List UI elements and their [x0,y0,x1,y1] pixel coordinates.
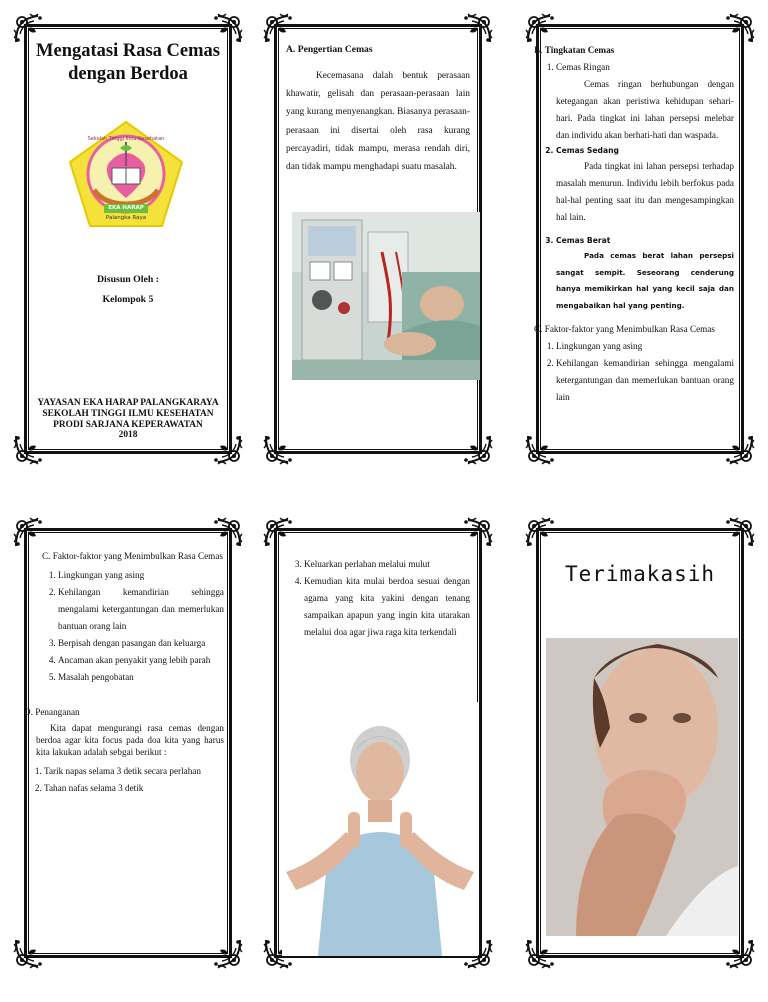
institution-line: YAYASAN EKA HARAP PALANGKARAYA [37,398,219,408]
logo-arc-text: Sekolah Tinggi Ilmu Kesehatan [87,136,165,142]
definition-paragraph: Kecemasana dalah bentuk perasaan khawatir, gelisah dan perasaan-perasaan lain yang kurang menyenangkan. Biasanya perasaan-perasaan ini disertai oleh rasa kurang percayadiri, tidak mampu, merasa rendah diri, dan tidak mampu menghadapi suatu masalah. [286,70,470,173]
list-item: 3. Berpisah dengan pasangan dan keluarga [58,635,224,652]
list-item: 4. Kemudian kita mulai berdoa sesuai dengan agama yang kita yakini dengan tenang sampaikan apapun yang ingin kita utarakan melalui doa agar jiwa raga kita terkendali [304,573,470,641]
ornament-corner-icon [722,12,756,46]
thanks-panel [526,518,754,968]
handling-heading: D. Penanganan [24,707,80,718]
steps-panel [264,518,492,968]
levels-panel [526,14,754,464]
factors-panel [14,518,242,968]
cover-panel [14,14,242,464]
ornament-corner-icon [722,936,756,970]
cover-title: Mengatasi Rasa Cemas dengan Berdoa [36,41,220,85]
section-heading-title: Tingkatan Cemas [544,45,615,55]
level-text: Pada cemas berat lahan persepsi sangat sempit. Seseorang cenderung hanya memikirkan hal yang kecil saja dan mengabaikan hal yang penting. [556,251,734,310]
hospital-photo [292,212,480,380]
ornament-corner-icon [524,516,558,550]
level-label: Cemas Ringan [556,62,610,73]
logo-ribbon-text: EKA HARAP [108,205,144,211]
anxious-person-photo [546,638,738,936]
ornament-corner-icon [722,516,756,550]
ornament-corner-icon [524,936,558,970]
institution-line: PRODI SARJANA KEPERAWATAN [53,419,203,430]
list-item: 1. Lingkungan yang asing [58,567,224,584]
definition-panel [264,14,492,464]
logo-city-text: Palangka Raya [105,215,147,221]
list-item: 2. Kehilangan kemandirian sehingga mengalami ketergantungan dan memerlukan bantuan orang lain [556,355,734,406]
list-item: 3. Keluarkan perlahan melalui mulut [304,556,470,573]
ornament-corner-icon [460,516,494,550]
list-item [556,234,734,314]
factors-heading: C. Faktor-faktor yang Menimbulkan Rasa Cemas [42,551,223,561]
ornament-corner-icon [12,516,46,550]
list-item: 2. Tahan nafas selama 3 detik [44,780,224,797]
institution-block [28,398,228,441]
section-heading: A. Pengertian Cemas [286,44,373,55]
handling-intro: Kita dapat mengurangi rasa cemas dengan berdoa agar kita focus pada doa kita yang harus kita lakukan adalah sebgai berikut : [36,723,224,758]
section-heading [534,42,734,59]
section-heading-prefix: B. [534,45,543,55]
ornament-corner-icon [460,12,494,46]
school-logo [66,118,186,230]
ornament-corner-icon [262,516,296,550]
level-label: Cemas Sedang [556,146,619,156]
ornament-corner-icon [210,516,244,550]
level-text: Cemas ringan berhubungan dengan ketegangan akan peristiwa kehidupan sehari-hari. Pada tingkat ini lahan persepsi melebar dan individu akan berhati-hati dan waspada. [556,79,734,141]
praying-woman-photo [282,702,478,956]
authored-by-label: Disusun Oleh : [96,274,160,285]
ornament-corner-icon [262,12,296,46]
year-label: 2018 [118,430,138,441]
list-item: 4. Ancaman akan penyakit yang lebih parah [58,652,224,669]
ornament-corner-icon [524,12,558,46]
list-item: 2. Kehilangan kemandirian sehingga mengalami ketergantungan dan memerlukan bantuan orang lain [58,584,224,635]
panel-frame [24,24,232,454]
level-label: Cemas Berat [556,236,611,246]
list-item: 1. Lingkungan yang asing [556,338,734,355]
list-item [556,59,734,144]
institution-line: SEKOLAH TINGGI ILMU KESEHATAN [42,408,214,419]
list-item: 1. Tarik napas selama 3 detik secara perlahan [44,763,224,780]
thanks-heading: Terimakasih [564,562,716,586]
list-item [556,144,734,226]
group-label: Kelompok 5 [102,294,154,305]
list-item: 5. Masalah pengobatan [58,669,224,686]
level-text: Pada tingkat ini lahan persepsi terhadap masalah menurun. Individu lebih berfokus pada hal-hal penting saat itu dan mengesampingkan hal lain. [556,161,734,223]
factors-heading: C. Faktor-faktor yang Menimbulkan Rasa Cemas [534,323,715,334]
